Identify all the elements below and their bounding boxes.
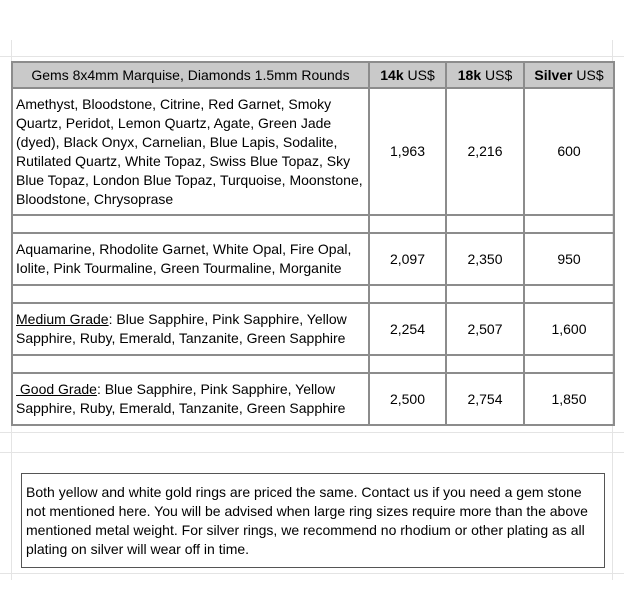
table-row: [12, 88, 614, 215]
price-14k: 1,963: [369, 88, 446, 215]
header-18k: [446, 62, 524, 88]
grade-label: Medium Grade: [16, 311, 109, 327]
price-14k: 2,500: [369, 373, 446, 425]
price-14k: 2,254: [369, 303, 446, 355]
header-gems: Gems 8x4mm Marquise, Diamonds 1.5mm Rounds: [12, 62, 369, 88]
header-18k-label: 18k: [457, 66, 482, 83]
price-silver: 1,850: [524, 373, 614, 425]
gem-list: Aquamarine, Rhodolite Garnet, White Opal, Fire Opal, Iolite, Pink Tourmaline, Green Tourmaline, Morganite: [12, 233, 369, 285]
grade-label: Good Grade: [16, 381, 97, 397]
gem-names: : Blue Sapphire, Pink Sapphire, Yellow Sapphire, Ruby, Emerald, Tanzanite, Green Sapphire: [16, 311, 347, 346]
gem-list: [12, 303, 369, 355]
gridline: [0, 452, 624, 453]
gem-names: : Blue Sapphire, Pink Sapphire, Yellow Sapphire, Ruby, Emerald, Tanzanite, Green Sapphire: [16, 381, 346, 416]
spacer-row: [12, 215, 614, 233]
table-header-row: [12, 62, 614, 88]
spacer-row: [12, 285, 614, 303]
price-silver: 950: [524, 233, 614, 285]
pricing-note: Both yellow and white gold rings are priced the same. Contact us if you need a gem stone not mentioned here. You will be advised when large ring sizes require more than the above mentioned metal weight. For silver rings, we recommend no rhodium or other plating as all plating on silver will wear off in time.: [21, 473, 605, 568]
header-silver: [524, 62, 614, 88]
header-18k-currency: US$: [485, 66, 513, 83]
price-18k: 2,350: [446, 233, 524, 285]
table-row: [12, 373, 614, 425]
price-table: [11, 61, 615, 426]
header-silver-label: Silver: [534, 66, 573, 83]
price-silver: 1,600: [524, 303, 614, 355]
gridline: [0, 573, 624, 574]
header-14k: [369, 62, 446, 88]
price-14k: 2,097: [369, 233, 446, 285]
gridline: [0, 56, 624, 57]
price-silver: 600: [524, 88, 614, 215]
price-18k: 2,216: [446, 88, 524, 215]
gem-list: Amethyst, Bloodstone, Citrine, Red Garnet, Smoky Quartz, Peridot, Lemon Quartz, Agate, Green Jade (dyed), Black Onyx, Carnelian, Blue Lapis, Sodalite, Rutilated Quartz, White Topaz, Swiss Blue Topaz, Sky Blue Topaz, London Blue Topaz, Turquoise, Moonstone, Bloodstone, Chrysoprase: [12, 88, 369, 215]
spacer-row: [12, 355, 614, 373]
table-row: [12, 233, 614, 285]
price-18k: 2,507: [446, 303, 524, 355]
header-silver-currency: US$: [576, 66, 604, 83]
header-14k-currency: US$: [407, 66, 435, 83]
header-14k-label: 14k: [380, 66, 404, 83]
gem-list: [12, 373, 369, 425]
price-18k: 2,754: [446, 373, 524, 425]
gridline: [0, 432, 624, 433]
table-row: [12, 303, 614, 355]
